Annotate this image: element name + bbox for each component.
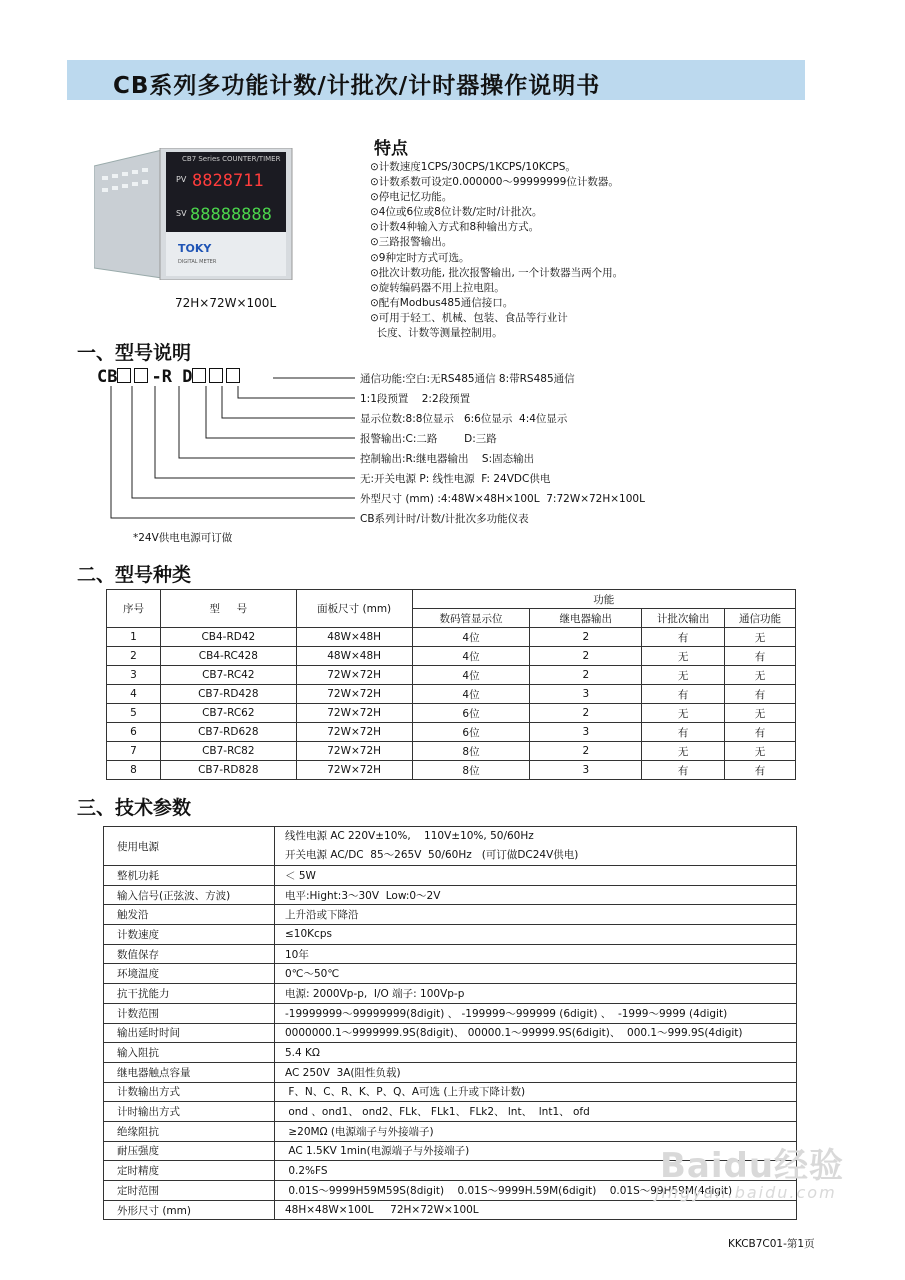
table-cell: CB7-RC42 <box>160 666 296 685</box>
model-label: 1:1段预置 2:2段预置 <box>360 393 471 405</box>
table-cell: 无 <box>725 666 796 685</box>
feature-item: ⊙4位或6位或8位计数/定时/计批次。 <box>370 206 543 219</box>
spec-key: 输入阻抗 <box>104 1043 275 1063</box>
sv-display: 88888888 <box>190 205 272 225</box>
spec-key: 计数范围 <box>104 1003 275 1023</box>
spec-value: ≤10Kcps <box>275 925 797 945</box>
brand-logo: TOKY <box>178 242 212 255</box>
spec-key: 计数速度 <box>104 925 275 945</box>
sv-label: SV <box>176 209 187 218</box>
spec-value: 0℃～50℃ <box>275 964 797 984</box>
feature-item: ⊙三路报警输出。 <box>370 236 453 249</box>
document-title: CB系列多功能计数/计批次/计时器操作说明书 <box>113 73 601 99</box>
table-row <box>107 742 796 761</box>
spec-key: 计时输出方式 <box>104 1102 275 1122</box>
table-cell: 2 <box>530 666 642 685</box>
table-cell: 有 <box>642 628 725 647</box>
watermark-text: Baidu经验 <box>660 1146 845 1186</box>
feature-item: ⊙计数速度1CPS/30CPS/1KCPS/10KCPS。 <box>370 161 576 173</box>
page-footer: KKCB7C01-第1页 <box>728 1238 815 1250</box>
table-cell: 2 <box>530 704 642 723</box>
table-row <box>104 827 797 866</box>
feature-item: ⊙旋转编码器不用上拉电阻。 <box>370 281 505 294</box>
pv-label: PV <box>176 175 187 184</box>
table-cell: 8位 <box>412 742 530 761</box>
spec-value: ＜ 5W <box>275 866 797 886</box>
table-cell: 无 <box>725 704 796 723</box>
feature-item: ⊙计数系数可设定0.000000～99999999位计数器。 <box>370 176 619 189</box>
spec-key: 计数输出方式 <box>104 1082 275 1102</box>
table-cell: 6位 <box>412 704 530 723</box>
spec-value: 0.2%FS <box>275 1161 797 1181</box>
table-cell: 4位 <box>412 685 530 704</box>
model-label: 报警输出:C:二路 D:三路 <box>360 433 497 445</box>
spec-key: 数值保存 <box>104 944 275 964</box>
table-cell: 有 <box>642 723 725 742</box>
spec-key: 触发沿 <box>104 905 275 925</box>
table-cell: 无 <box>725 742 796 761</box>
table-cell: 2 <box>530 742 642 761</box>
table-row <box>104 964 797 984</box>
col-header-batch: 计批次输出 <box>642 609 725 628</box>
table-cell: 8位 <box>412 761 530 780</box>
pv-display: 8828711 <box>192 171 264 191</box>
feature-item: ⊙9种定时方式可选。 <box>370 251 470 264</box>
section3-heading: 三、技术参数 <box>77 797 192 819</box>
feature-item: ⊙计数4种输入方式和8种输出方式。 <box>370 221 540 234</box>
table-cell: 2 <box>107 647 161 666</box>
table-cell: 有 <box>725 723 796 742</box>
spec-value <box>275 827 797 866</box>
table-row <box>107 628 796 647</box>
feature-item: 长度、计数等测量控制用。 <box>370 327 503 340</box>
table-row <box>104 1082 797 1102</box>
spec-value: AC 250V 3A(阻性负载) <box>275 1062 797 1082</box>
feature-item: ⊙配有Modbus485通信接口。 <box>370 296 514 309</box>
spec-value: ond 、ond1、 ond2、FLk、 FLk1、 FLk2、 lnt、 lnt1、 ofd <box>275 1102 797 1122</box>
spec-value: 电源: 2000Vp-p, I/O 端子: 100Vp-p <box>275 984 797 1004</box>
table-cell: 有 <box>642 761 725 780</box>
feature-item: ⊙可用于轻工、机械、包装、食品等行业计 <box>370 311 568 324</box>
table-row <box>107 685 796 704</box>
table-cell: 7 <box>107 742 161 761</box>
table-cell: CB7-RD428 <box>160 685 296 704</box>
table-cell: 4 <box>107 685 161 704</box>
table-cell: 48W×48H <box>296 628 412 647</box>
product-caption: 72H×72W×100L <box>175 296 277 310</box>
spec-value: 0000000.1～9999999.9S(8digit)、 00000.1～99999.9S(6digit)、 000.1～999.9S(4digit) <box>275 1023 797 1043</box>
table-cell: 6 <box>107 723 161 742</box>
table-row <box>104 984 797 1004</box>
spec-value: 10年 <box>275 944 797 964</box>
table-cell: CB7-RC82 <box>160 742 296 761</box>
table-cell: 72W×72H <box>296 761 412 780</box>
table-cell: 72W×72H <box>296 666 412 685</box>
model-label: 外型尺寸 (mm) :4:48W×48H×100L 7:72W×72H×100L <box>360 493 645 505</box>
table-row <box>104 925 797 945</box>
spec-value-line: 线性电源 AC 220V±10%, 110V±10%, 50/60Hz <box>285 830 534 842</box>
table-cell: 2 <box>530 647 642 666</box>
table-cell: 4位 <box>412 628 530 647</box>
spec-key: 输入信号(正弦波、方波) <box>104 885 275 905</box>
brand-sub: DIGITAL METER <box>178 259 217 265</box>
table-cell: CB7-RD628 <box>160 723 296 742</box>
table-cell: CB7-RC62 <box>160 704 296 723</box>
model-label: 显示位数:8:8位显示 6:6位显示 4:4位显示 <box>360 413 568 425</box>
table-cell: 无 <box>642 704 725 723</box>
col-header-no: 序号 <box>107 590 161 628</box>
panel-title: CB7 Series COUNTER/TIMER <box>182 155 281 163</box>
table-cell: 2 <box>530 628 642 647</box>
spec-value: 电平:Hight:3～30V Low:0～2V <box>275 885 797 905</box>
table-cell: CB4-RD42 <box>160 628 296 647</box>
spec-key: 输出延时时间 <box>104 1023 275 1043</box>
spec-value-line: 开关电源 AC/DC 85～265V 50/60Hz (可订做DC24V供电) <box>285 849 579 861</box>
watermark-url: jingyan.baidu.com <box>655 1183 837 1202</box>
model-label: CB系列计时/计数/计批次多功能仪表 <box>360 513 529 525</box>
spec-value: 0.01S～9999H59M59S(8digit) 0.01S～9999H.59M(6digit) 0.01S～99H59M(4digit) <box>275 1181 797 1201</box>
col-header-function: 功能 <box>412 590 795 609</box>
spec-value: F、N、C、R、K、P、Q、A可选 (上升或下降计数) <box>275 1082 797 1102</box>
table-row <box>104 1023 797 1043</box>
table-cell: 有 <box>725 647 796 666</box>
model-label: 无:开关电源 P: 线性电源 F: 24VDC供电 <box>360 473 551 485</box>
table-row <box>107 761 796 780</box>
table-cell: 72W×72H <box>296 723 412 742</box>
features-heading: 特点 <box>374 139 408 159</box>
section2-heading: 二、型号种类 <box>77 564 192 586</box>
col-header-relay: 继电器输出 <box>530 609 642 628</box>
spec-key: 整机功耗 <box>104 866 275 886</box>
table-cell: 5 <box>107 704 161 723</box>
spec-value: 5.4 KΩ <box>275 1043 797 1063</box>
table-row <box>107 666 796 685</box>
product-image <box>94 148 294 280</box>
table-cell: 1 <box>107 628 161 647</box>
col-header-comm: 通信功能 <box>725 609 796 628</box>
feature-item: ⊙批次计数功能, 批次报警输出, 一个计数器当两个用。 <box>370 266 624 279</box>
spec-key: 定时范围 <box>104 1181 275 1201</box>
table-cell: 3 <box>530 761 642 780</box>
table-cell: 4位 <box>412 647 530 666</box>
spec-value: 48H×48W×100L 72H×72W×100L <box>275 1200 797 1220</box>
table-cell: 有 <box>642 685 725 704</box>
table-cell: 4位 <box>412 666 530 685</box>
table-cell: CB7-RD828 <box>160 761 296 780</box>
table-row <box>104 1003 797 1023</box>
col-header-model: 型 号 <box>160 590 296 628</box>
table-cell: 72W×72H <box>296 704 412 723</box>
model-connector-lines <box>100 370 360 530</box>
table-cell: 72W×72H <box>296 742 412 761</box>
table-cell: 48W×48H <box>296 647 412 666</box>
spec-key: 使用电源 <box>104 827 275 866</box>
table-row <box>107 647 796 666</box>
table-cell: 无 <box>642 666 725 685</box>
model-label: 通信功能:空白:无RS485通信 8:带RS485通信 <box>360 373 575 385</box>
model-code-mid: -R D <box>151 367 193 387</box>
model-note: *24V供电电源可订做 <box>133 532 233 544</box>
spec-value: AC 1.5KV 1min(电源端子与外接端子) <box>275 1141 797 1161</box>
spec-key: 耐压强度 <box>104 1141 275 1161</box>
model-label: 控制输出:R:继电器输出 S:固态输出 <box>360 453 535 465</box>
table-row <box>104 944 797 964</box>
model-code-prefix: CB <box>97 367 118 387</box>
col-header-size: 面板尺寸 (mm) <box>296 590 412 628</box>
spec-value: 上升沿或下降沿 <box>275 905 797 925</box>
table-row <box>104 1062 797 1082</box>
table-cell: 3 <box>107 666 161 685</box>
spec-key: 抗干扰能力 <box>104 984 275 1004</box>
col-header-digits: 数码管显示位 <box>412 609 530 628</box>
table-row <box>104 905 797 925</box>
model-table <box>106 589 796 780</box>
table-row <box>104 866 797 886</box>
table-cell: 3 <box>530 685 642 704</box>
table-cell: 8 <box>107 761 161 780</box>
spec-key: 绝缘阻抗 <box>104 1121 275 1141</box>
section1-heading: 一、型号说明 <box>77 342 192 364</box>
table-cell: 无 <box>642 647 725 666</box>
spec-value: ≥20MΩ (电源端子与外接端子) <box>275 1121 797 1141</box>
spec-key: 继电器触点容量 <box>104 1062 275 1082</box>
watermark-logo <box>660 1138 844 1187</box>
feature-item: ⊙停电记忆功能。 <box>370 191 453 204</box>
table-cell: CB4-RC428 <box>160 647 296 666</box>
table-row <box>107 723 796 742</box>
table-header-row <box>107 590 796 609</box>
table-row <box>104 1102 797 1122</box>
table-cell: 有 <box>725 761 796 780</box>
table-row <box>104 1200 797 1220</box>
features-list <box>370 160 790 341</box>
spec-value: -19999999～99999999(8digit) 、 -199999～999999 (6digit) 、 -1999～9999 (4digit) <box>275 1003 797 1023</box>
table-cell: 无 <box>642 742 725 761</box>
table-cell: 72W×72H <box>296 685 412 704</box>
spec-key: 外形尺寸 (mm) <box>104 1200 275 1220</box>
table-cell: 无 <box>725 628 796 647</box>
table-row <box>107 704 796 723</box>
spec-key: 定时精度 <box>104 1161 275 1181</box>
table-cell: 3 <box>530 723 642 742</box>
table-row <box>104 1043 797 1063</box>
table-row <box>104 885 797 905</box>
table-cell: 有 <box>725 685 796 704</box>
table-cell: 6位 <box>412 723 530 742</box>
spec-key: 环境温度 <box>104 964 275 984</box>
